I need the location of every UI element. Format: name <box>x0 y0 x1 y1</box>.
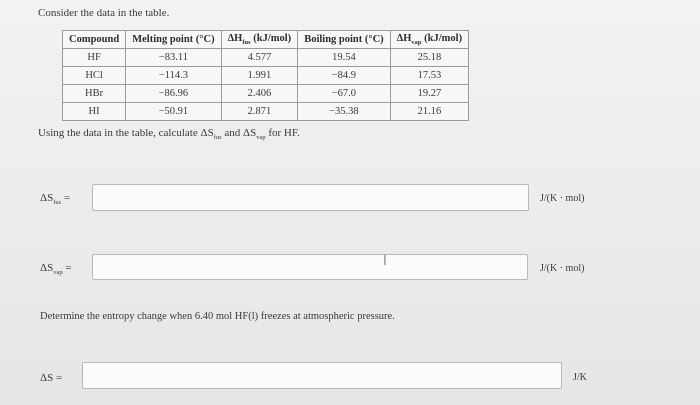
cell-dh-vap: 17.53 <box>390 67 468 85</box>
col-melting-point: Melting point (°C) <box>126 31 221 49</box>
col-dh-fus: $\Delta H_{fus}$ (kJ/mol) <box>221 31 298 49</box>
cell-compound: HBr <box>63 85 126 103</box>
cell-boiling: −84.9 <box>298 67 390 85</box>
cell-dh-fus: 4.577 <box>221 49 298 67</box>
cell-compound: HI <box>63 103 126 121</box>
col-boiling-point: Boiling point (°C) <box>298 31 390 49</box>
cell-dh-vap: 19.27 <box>390 85 468 103</box>
table-row <box>63 67 469 85</box>
col-compound: Compound <box>63 31 126 49</box>
cell-melting: −50.91 <box>126 103 221 121</box>
ds-fus-label: $\Delta S_{fus}$ = <box>40 192 71 207</box>
cell-melting: −83.11 <box>126 49 221 67</box>
cell-compound: HCl <box>63 67 126 85</box>
ds-total-unit: J/K <box>573 372 587 383</box>
col-dh-vap: $\Delta H_{vap}$ (kJ/mol) <box>390 31 468 49</box>
cell-dh-fus: 1.991 <box>221 67 298 85</box>
cell-boiling: −35.38 <box>298 103 390 121</box>
ds-fus-unit: J/(K · mol) <box>540 193 585 204</box>
cell-dh-vap: 21.16 <box>390 103 468 121</box>
cell-melting: −114.3 <box>126 67 221 85</box>
ds-vap-label: $\Delta S_{vap}$ = <box>40 262 72 277</box>
table-row <box>63 103 469 121</box>
ds-total-input[interactable] <box>82 362 562 389</box>
question-2: Determine the entropy change when 6.40 mol HF(l) freezes at atmospheric pressure. <box>40 311 395 322</box>
data-table <box>62 30 469 121</box>
question-1: Using the data in the table, calculate $\Delta S_{fus}$ and $\Delta S_{vap}$ for HF. <box>38 127 300 142</box>
cell-boiling: 19.54 <box>298 49 390 67</box>
ds-vap-input[interactable] <box>92 254 528 280</box>
cell-dh-fus: 2.871 <box>221 103 298 121</box>
intro-text: Consider the data in the table. <box>38 7 170 19</box>
cell-dh-vap: 25.18 <box>390 49 468 67</box>
cell-boiling: −67.0 <box>298 85 390 103</box>
ds-fus-input[interactable] <box>92 184 529 211</box>
table-row <box>63 85 469 103</box>
table-header-row <box>63 31 469 49</box>
cell-dh-fus: 2.406 <box>221 85 298 103</box>
cell-compound: HF <box>63 49 126 67</box>
text-cursor-icon: I <box>383 254 387 269</box>
cell-melting: −86.96 <box>126 85 221 103</box>
ds-vap-unit: J/(K · mol) <box>540 263 585 274</box>
ds-total-label: ΔS = <box>40 372 63 384</box>
table-row <box>63 49 469 67</box>
